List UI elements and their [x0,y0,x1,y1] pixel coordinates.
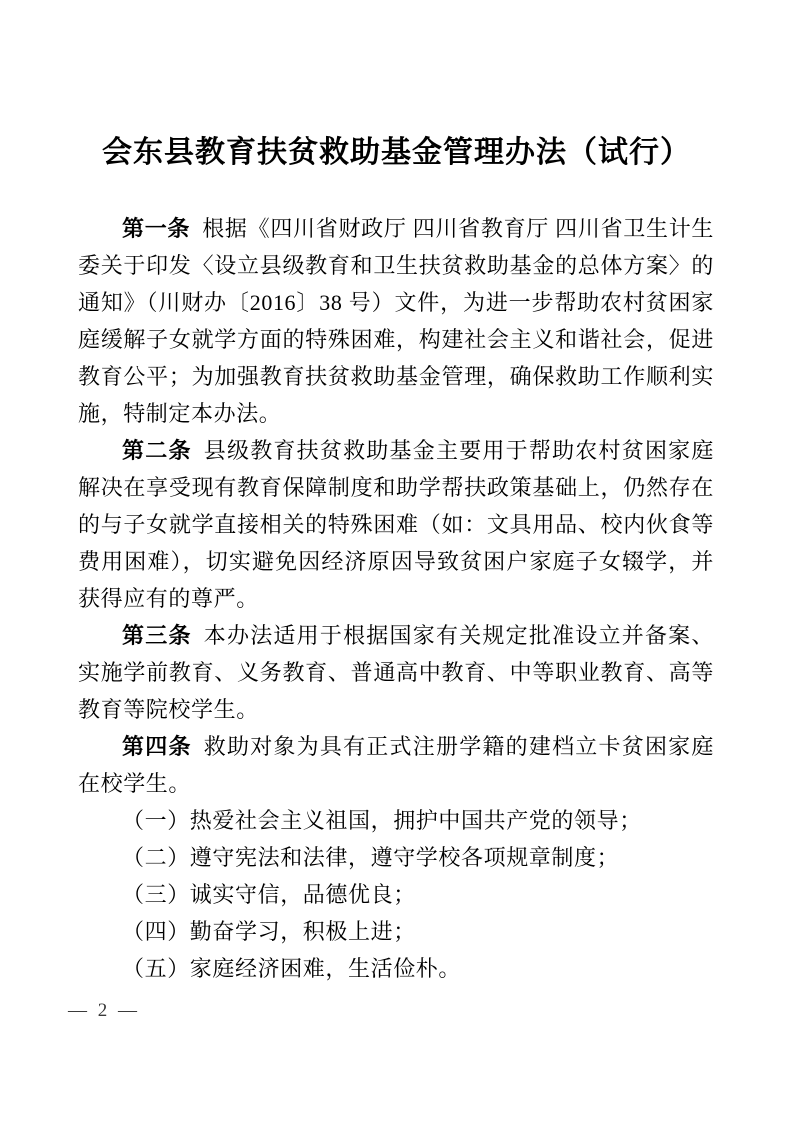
article-1-label: 第一条 [122,216,191,241]
condition-item-5: （五）家庭经济困难，生活俭朴。 [122,956,462,981]
article-3-text: 本办法适用于根据国家有关规定批准设立并备案、实施学前教育、义务教育、普通高中教育、中等职业教育、高等教育等院校学生。 [78,623,714,722]
article-3-paragraph [78,617,714,728]
document-title: 会东县教育扶贫救助基金管理办法（试行） [102,136,691,169]
condition-item-1: （一）热爱社会主义祖国，拥护中国共产党的领导； [122,808,642,833]
article-3-label: 第三条 [122,623,192,648]
page-number-footer: — 2 — [68,1000,140,1021]
article-1-text: 根据《四川省财政厅 四川省教育厅 四川省卫生计生委关于印发〈设立县级教育和卫生扶贫救助基金的总体方案〉的通知》（川财办〔2016〕38 号）文件，为进一步帮助农村贫困家庭缓解子女就学方面的特殊困难，构建社会主义和谐社会，促进教育公平；为加强教育扶贫救助基金管理，确保救助工作顺利实施，特制定本办法。 [78,216,714,426]
article-4-paragraph [78,728,714,802]
condition-item-3: （三）诚实守信，品德优良； [122,882,416,907]
article-2-text: 县级教育扶贫救助基金主要用于帮助农村贫困家庭解决在享受现有教育保障制度和助学帮扶政策基础上，仍然存在的与子女就学直接相关的特殊困难（如：文具用品、校内伙食等费用困难），切实避免因经济原因导致贫困户家庭子女辍学，并获得应有的尊严。 [78,438,714,611]
article-4-text: 救助对象为具有正式注册学籍的建档立卡贫困家庭在校学生。 [78,734,714,796]
condition-item-2: （二）遵守宪法和法律，遵守学校各项规章制度； [122,845,620,870]
condition-item-4: （四）勤奋学习，积极上进； [122,919,416,944]
article-2-paragraph [78,432,714,617]
article-2-label: 第二条 [122,438,192,463]
document-body [78,210,714,987]
article-1-paragraph [78,210,714,432]
article-4-label: 第四条 [122,734,192,759]
